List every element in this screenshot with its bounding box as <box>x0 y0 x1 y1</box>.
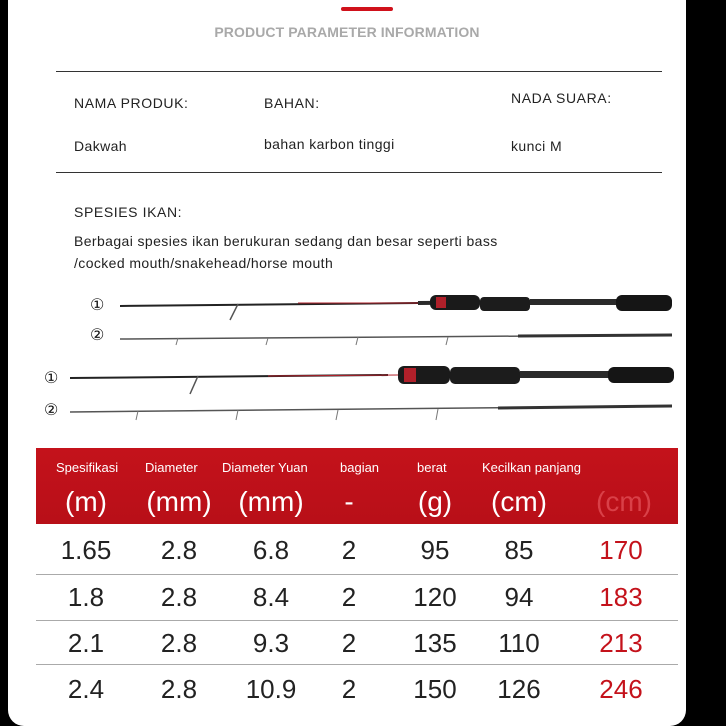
cell-diameter: 2.8 <box>160 582 198 612</box>
divider-middle <box>56 172 662 173</box>
cell-bagian: 2 <box>341 674 357 704</box>
col-header-diameter-yuan: Diameter Yuan <box>222 460 308 475</box>
tone-value: kunci M <box>511 138 563 154</box>
species-line-2: /cocked mouth/snakehead/horse mouth <box>74 255 334 271</box>
table-row <box>36 574 678 620</box>
table-row <box>36 620 678 666</box>
col-header-bagian: bagian <box>340 460 380 475</box>
cell-berat: 120 <box>413 582 457 612</box>
table-row <box>36 527 678 573</box>
rod-tip-section-2 <box>68 398 678 424</box>
cell-bagian: 2 <box>341 628 357 658</box>
cell-diameter: 2.8 <box>160 535 198 565</box>
unit-cm-total: (cm) <box>596 486 652 517</box>
product-name-label: NAMA PRODUK: <box>74 95 189 111</box>
cell-spec: 1.8 <box>67 582 105 612</box>
unit-m: (m) <box>65 486 107 517</box>
col-header-berat: berat <box>417 460 447 475</box>
cell-diameter-yuan: 8.4 <box>252 582 290 612</box>
cell-diameter: 2.8 <box>160 628 198 658</box>
cell-diameter-yuan: 10.9 <box>245 674 297 704</box>
product-info-panel <box>8 0 686 726</box>
cell-length: 94 <box>504 582 534 612</box>
unit-bagian: - <box>344 486 354 517</box>
cell-bagian: 2 <box>341 582 357 612</box>
cell-diameter-yuan: 9.3 <box>252 628 290 658</box>
divider-top <box>56 71 662 72</box>
unit-mm: (mm) <box>146 486 212 517</box>
cell-length: 126 <box>497 674 541 704</box>
table-row <box>36 666 678 712</box>
row-divider <box>36 664 678 665</box>
cell-diameter: 2.8 <box>160 674 198 704</box>
cell-berat: 95 <box>420 535 450 565</box>
unit-mm-yuan: (mm) <box>238 486 304 517</box>
col-header-spec: Spesifikasi <box>56 460 119 475</box>
tone-label: NADA SUARA: <box>511 90 612 106</box>
section-heading: PRODUCT PARAMETER INFORMATION <box>214 24 480 40</box>
col-header-length: Kecilkan panjang <box>482 460 582 475</box>
spec-table-header <box>36 448 678 524</box>
rod-marker-2a: ② <box>90 327 105 344</box>
cell-total-length: 213 <box>599 628 643 658</box>
accent-bar <box>341 7 393 11</box>
rod-marker-1b: ① <box>44 370 59 387</box>
cell-spec: 1.65 <box>60 535 112 565</box>
rod-marker-1a: ① <box>90 297 105 314</box>
cell-berat: 135 <box>413 628 457 658</box>
species-line-1: Berbagai spesies ikan berukuran sedang dan besar seperti bass <box>74 233 498 249</box>
rod-butt-section-1 <box>118 290 678 322</box>
cell-length: 110 <box>498 628 540 658</box>
material-label: BAHAN: <box>264 95 320 111</box>
unit-g: (g) <box>417 486 453 517</box>
species-label: SPESIES IKAN: <box>74 204 183 220</box>
species-description <box>74 230 614 274</box>
rod-tip-section-1 <box>118 325 678 349</box>
rod-marker-2b: ② <box>44 402 59 419</box>
cell-length: 85 <box>504 535 534 565</box>
cell-total-length: 183 <box>599 582 643 612</box>
cell-berat: 150 <box>413 674 457 704</box>
cell-total-length: 170 <box>599 535 643 565</box>
material-value: bahan karbon tinggi <box>264 136 395 152</box>
rod-butt-section-2 <box>68 362 678 396</box>
product-name-value: Dakwah <box>74 138 127 154</box>
unit-cm: (cm) <box>491 486 547 517</box>
cell-diameter-yuan: 6.8 <box>252 535 290 565</box>
cell-spec: 2.4 <box>67 674 105 704</box>
col-header-diameter: Diameter <box>145 460 198 475</box>
cell-spec: 2.1 <box>67 628 105 658</box>
cell-total-length: 246 <box>599 674 643 704</box>
cell-bagian: 2 <box>341 535 357 565</box>
